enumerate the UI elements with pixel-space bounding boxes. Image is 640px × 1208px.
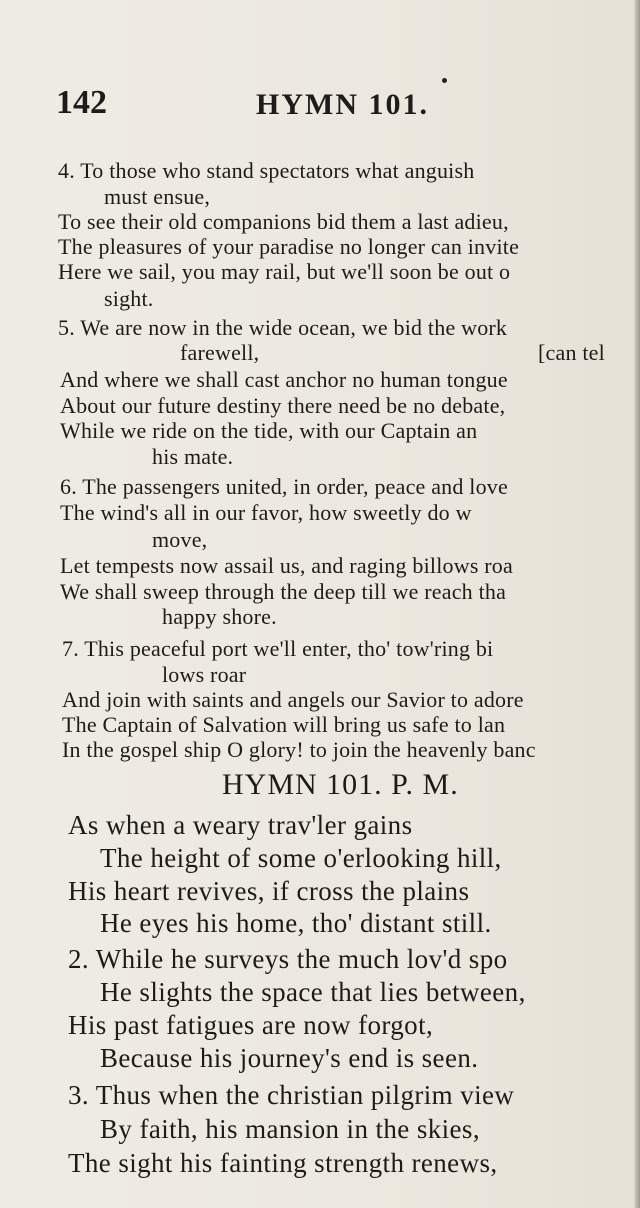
verse-line: Because his journey's end is seen. [100,1043,479,1073]
verse-line: [can tel [538,340,605,365]
verse-line: And where we shall cast anchor no human tongue [60,367,508,392]
hymn-heading: HYMN 101. P. M. [222,768,459,801]
verse-line: The pleasures of your paradise no longer can invite [58,234,520,259]
verse-line: 2. While he surveys the much lov'd spo [68,944,508,974]
verse-line: 5. We are now in the wide ocean, we bid the work [58,315,508,340]
page-running-title: HYMN 101. [256,88,429,121]
verse-line: In the gospel ship O glory! to join the heavenly banc [62,737,536,762]
verse-line: The Captain of Salvation will bring us safe to lan [62,712,506,737]
verse-line: By faith, his mansion in the skies, [100,1114,480,1144]
verse-line: And join with saints and angels our Savior to adore [62,687,524,712]
verse-line: must ensue, [104,184,211,209]
verse-line: About our future destiny there need be no debate, [60,393,506,418]
verse-line: While we ride on the tide, with our Captain an [60,418,478,443]
verse-line: happy shore. [162,604,277,629]
page-number: 142 [56,84,107,121]
verse-line: lows roar [162,662,247,687]
verse-line: move, [152,527,208,552]
verse-line: He eyes his home, tho' distant still. [100,908,492,938]
verse-line: sight. [104,286,154,311]
verse-line: His past fatigues are now forgot, [68,1010,434,1040]
page-edge-shadow [634,0,640,1208]
verse-line: As when a weary trav'ler gains [68,810,413,840]
verse-line: His heart revives, if cross the plains [68,876,470,906]
verse-line: We shall sweep through the deep till we reach tha [60,579,507,604]
verse-line: The wind's all in our favor, how sweetly do w [60,500,472,525]
verse-line: his mate. [152,444,234,469]
verse-line: Here we sail, you may rail, but we'll soon be out o [58,259,511,284]
verse-line: 7. This peaceful port we'll enter, tho' tow'ring bi [62,636,494,661]
ink-speck [442,78,447,83]
verse-line: 3. Thus when the christian pilgrim view [68,1080,515,1110]
verse-line: 4. To those who stand spectators what anguish [58,158,475,183]
verse-line: He slights the space that lies between, [100,977,526,1007]
verse-line: Let tempests now assail us, and raging billows roa [60,553,513,578]
verse-line: To see their old companions bid them a last adieu, [58,209,509,234]
verse-line: farewell, [180,340,260,365]
verse-line: The sight his fainting strength renews, [68,1148,498,1178]
verse-line: 6. The passengers united, in order, peace and love [60,474,508,499]
verse-line: The height of some o'erlooking hill, [100,843,502,873]
